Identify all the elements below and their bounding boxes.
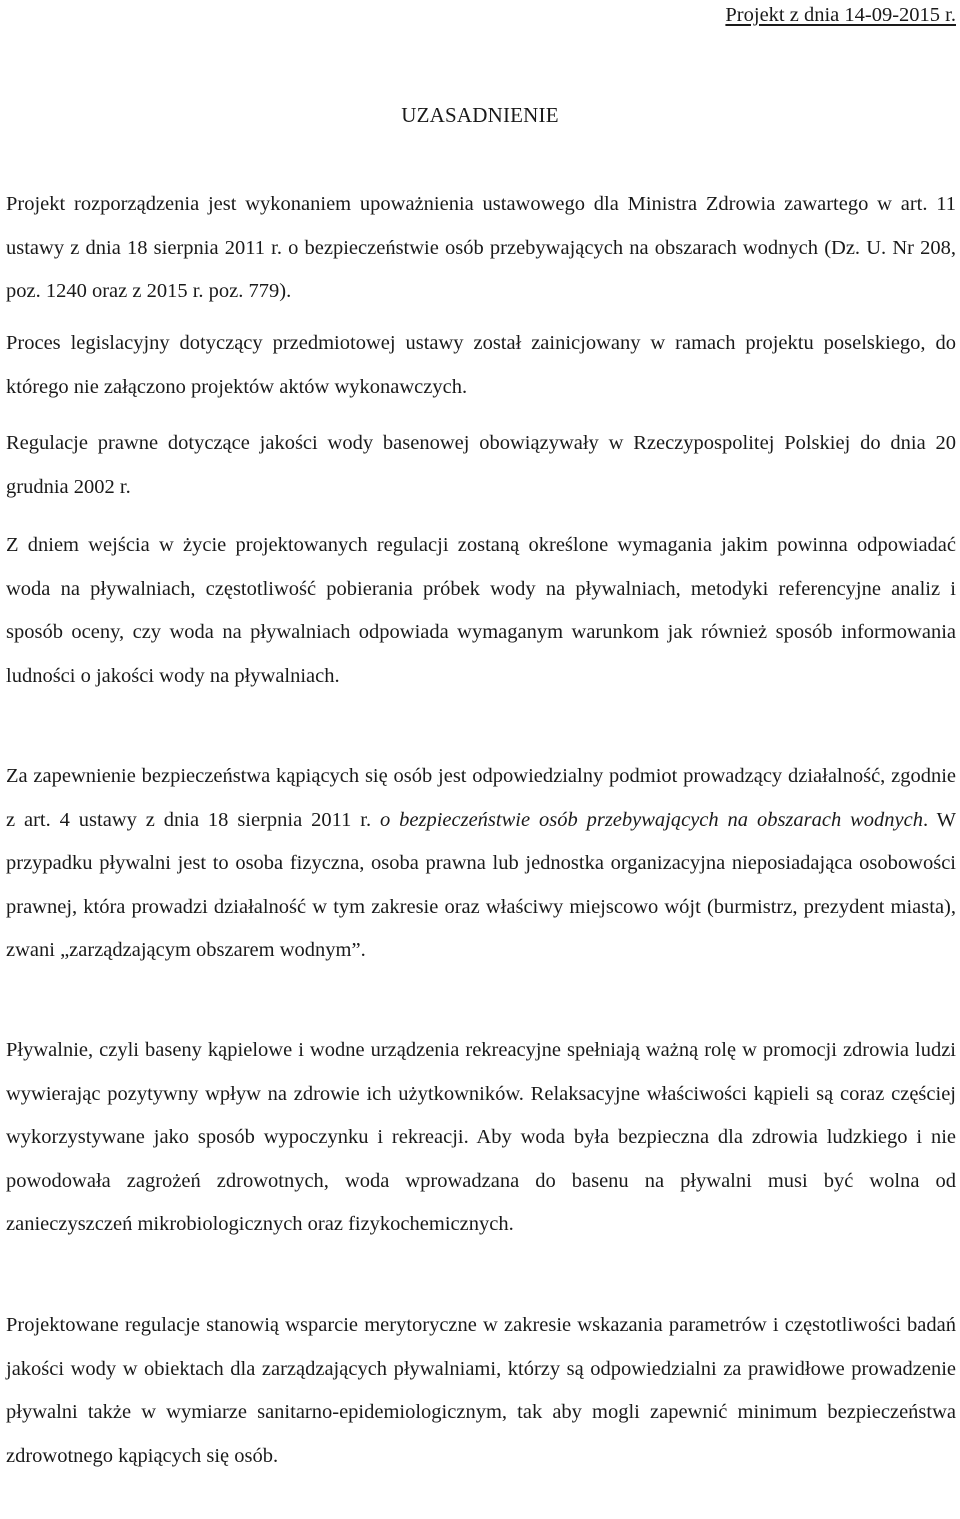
paragraph-text-part: . W przypadku pływalni jest to osoba fizyczna, osoba prawna lub jednostka organizacyjna nieposiadająca osobowości prawnej, która prowadzi działalność w tym zakresie oraz właściwy miejscowo wójt (burmistrz, prezydent miasta), zwani „zarządzającym obszarem wodnym”. <box>6 808 956 962</box>
paragraph-text: Z dniem wejścia w życie projektowanych regulacji zostaną określone wymagania jakim powinna odpowiadać woda na pływalniach, częstotliwość pobierania próbek wody na pływalniach, metodyki referencyjne analiz i sposób oceny, czy woda na pływalniach odpowiada wymaganym warunkom jak również sposób informowania ludności o jakości wody na pływalniach. <box>6 534 956 687</box>
paragraph-regulation-support <box>6 1304 956 1478</box>
paragraph-previous-regulations <box>6 422 956 509</box>
paragraph-legislative-process <box>6 322 956 409</box>
document-title: UZASADNIENIE <box>401 103 559 127</box>
paragraph-text: Regulacje prawne dotyczące jakości wody basenowej obowiązywały w Rzeczypospolitej Polskiej do dnia 20 grudnia 2002 r. <box>6 432 956 498</box>
paragraph-swimming-pools-role <box>6 1029 956 1247</box>
paragraph-text: Pływalnie, czyli baseny kąpielowe i wodne urządzenia rekreacyjne spełniają ważną rolę w promocji zdrowia ludzi wywierając pozytywny wpływ na zdrowie ich użytkowników. Relaksacyjne właściwości kąpieli są coraz częściej wykorzystywane jako sposób wypoczynku i rekreacji. Aby woda była bezpieczna dla zdrowia ludzkiego i nie powodowała zagrożeń zdrowotnych, woda wprowadzana do basenu na pływalni musi być wolna od zanieczyszczeń mikrobiologicznych oraz fizykochemicznych. <box>6 1039 956 1236</box>
statute-title-italic: o bezpieczeństwie osób przebywających na obszarach wodnych <box>379 808 923 831</box>
project-date-header: Projekt z dnia 14-09-2015 r. <box>725 4 956 26</box>
paragraph-text: Proces legislacyjny dotyczący przedmiotowej ustawy został zainicjowany w ramach projektu poselskiego, do którego nie załączono projektów aktów wykonawczych. <box>6 332 956 398</box>
paragraph-text: Projektowane regulacje stanowią wsparcie merytoryczne w zakresie wskazania parametrów i częstotliwości badań jakości wody w obiektach dla zarządzających pływalniami, którzy są odpowiedzialni za prawidłowe prowadzenie pływalni także w wymiarze sanitarno-epidemiologicznym, tak aby mogli zapewnić minimum bezpieczeństwa zdrowotnego kąpiących się osób. <box>6 1314 956 1467</box>
paragraph-safety-responsibility <box>6 755 956 973</box>
paragraph-text <box>6 755 956 973</box>
paragraph-text: Projekt rozporządzenia jest wykonaniem upoważnienia ustawowego dla Ministra Zdrowia zawartego w art. 11 ustawy z dnia 18 sierpnia 2011 r. o bezpieczeństwie osób przebywających na obszarach wodnych (Dz. U. Nr 208, poz. 1240 oraz z 2015 r. poz. 779). <box>6 193 956 303</box>
paragraph-text-part: Za zapewnienie bezpieczeństwa kąpiących się osób jest odpowiedzialny podmiot prowadzący działalność, zgodnie z art. 4 ustawy z dnia 18 sierpnia 2011 r. <box>6 765 956 831</box>
paragraph-legal-basis <box>6 183 956 314</box>
paragraph-new-requirements <box>6 524 956 698</box>
